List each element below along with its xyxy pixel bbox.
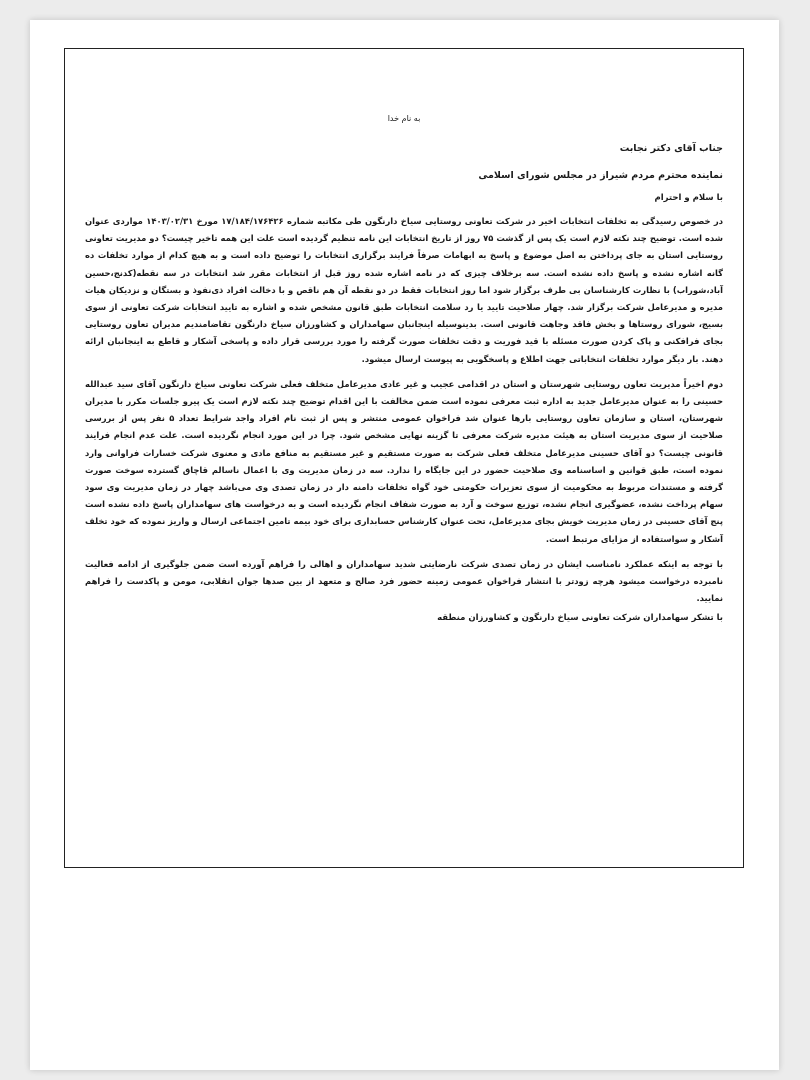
paragraph-3: با توجه به اینکه عملکرد نامناسب ایشان در زمان تصدی شرکت نارضایتی شدید سهامداران و اهالی را فراهم آورده است ضمن جلوگیری از ادامه فعالیت نامبرده درخواست میشود هرچه زودتر با انتشار فراخوان عمومی زمینه حضور فرد صالح و متعهد از بین صدها جوان انقلابی، مومن و پاکدست را فراهم نمایید. (85, 558, 723, 604)
paragraph-2: دوم اخیراً مدیریت تعاون روستایی شهرستان و استان در اقدامی عجیب و غیر عادی مدیرعامل متخلف فعلی شرکت تعاونی سیاخ دارنگون آقای سید عبدالله حسینی را به عنوان مدیرعامل جدید به اداره ثبت معرفی نموده است ضمن مخالفت با این اقدام توضیح چند نکته لازم است یک پیرو جلسات مکرر با مدیران شهرستان، استان و سازمان تعاون روستایی بارها عنوان شد فراخوان عمومی منتشر و پس از ثبت نام افراد واجد شرایط تعداد ۵ نفر پس از بررسی صلاحیت از سوی مدیریت استان به هیئت مدیره شرکت معرفی تا گزینه نهایی مشخص شود. چرا در این مورد انجام نگردیده است. علت عدم انجام فرایند قانونی چیست؟ دو آقای حسینی مدیرعامل متخلف فعلی شرکت به صورت مستقیم و غیر مستقیم به منافع مادی و معنوی شرکت خسارات فراوانی وارد نموده است، طبق قوانین و اساسنامه وی صلاحیت حضور در این جایگاه را ندارد. سه در زمان مدیریت وی با اعمال ناسالم قاچاق گسترده سوخت صورت گرفته و مستندات مربوط به محکومیت از سوی تعزیرات حکومتی خود گواه تخلفات دامنه دار در زمان تصدی وی می‌باشد چهار در زمان مدیریت وی سود سهام پرداخت نشده، عضوگیری انجام نشده، توزیع سوخت و آرد به صورت شفاف انجام نگردیده است و به درخواست های سهامداران پاسخ داده نشده است پنج آقای حسینی در زمان مدیریت خویش بجای مدیرعامل، تحت عنوان کارشناس حسابداری برای خود بیمه تامین اجتماعی ارسال و واریز نموده که خود تخلف آشکار و سواستفاده از مزایای مرتبط است. (85, 378, 723, 544)
addressee: جناب آقای دکتر نجابت (619, 143, 723, 154)
basmala: به نام خدا (387, 114, 421, 123)
document-page (30, 20, 779, 1070)
addressee-title: نماینده محترم مردم شیراز در مجلس شورای اسلامی (478, 170, 723, 181)
paragraph-1: در خصوص رسیدگی به تخلفات انتخابات اخیر در شرکت تعاونی روستایی سیاخ دارنگون طی مکاتبه شماره ۱۷/۱۸۴/۱۷۶۴۲۶ مورخ ۱۴۰۳/۰۲/۳۱ مواردی عنوان شده است. توضیح چند نکته لازم است یک پس از گذشت ۷۵ روز از تاریخ انتخابات این نامه تنظیم گردیده است علت این همه تاخیر چیست؟ دو مدیریت تعاونی روستایی استان به جای پرداختن به اصل موضوع و پاسخ به ابهامات صرفاً فرایند برگزاری انتخابات را توضیح داده است و به هیچ کدام از موارد تخلفات ده گانه اشاره نشده و پاسخ داده نشده است. سه برخلاف چیزی که در نامه اشاره شده روز قبل از انتخابات مقرر شد انتخابات در سه نقطه(کدنج،حسین آباد،شوراب) با نظارت کارشناسان بی طرف برگزار شود اما روز انتخابات فقط در دو نقطه آن هم ناقص و با دخالت افراد ذی‌نفوذ و بستگان و نزدیکان هیات مدیره و مدیرعامل شرکت برگزار شد. چهار صلاحیت تایید یا رد سلامت انتخابات طبق قانون مشخص شده و اشاره به تایید انتخابات شرکت تعاونی از سوی بسیج، شورای روستاها و بخش فاقد وجاهت قانونی است. بدینوسیله اینجانبان سهامداران و کشاورزان سیاخ دارنگون تقاضامندیم مدیران تعاون روستایی بجای فرافکنی و پاک کردن صورت مسئله با قید فوریت و دقت تخلفات صورت گرفته را مورد بررسی قرار داده و پاسخی آشکار و قاطع به اینجانبان ارائه دهند. بار دیگر موارد تخلفات انتخاباتی جهت اطلاع و پاسخگویی به پیوست ارسال میشود. (85, 216, 724, 364)
greeting: با سلام و احترام (654, 193, 723, 203)
letter-frame (64, 48, 744, 868)
signature: با تشکر سهامداران شرکت تعاونی سیاخ دارنگون و کشاورزان منطقه (437, 613, 723, 624)
